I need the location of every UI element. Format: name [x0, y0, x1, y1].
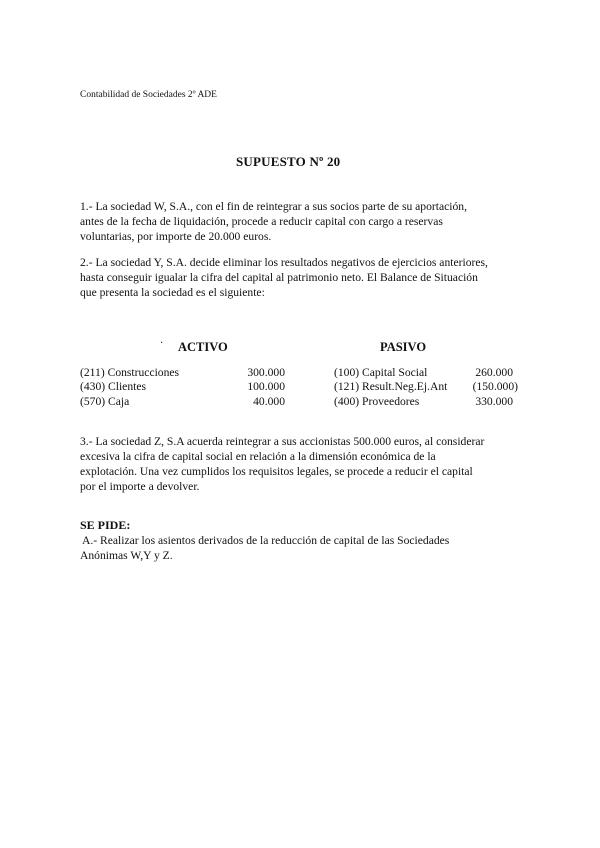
- requirement-line: Anónimas W,Y y Z.: [80, 549, 173, 562]
- activo-label: (211) Construcciones: [80, 366, 180, 379]
- activo-label: (430) Clientes: [80, 380, 147, 393]
- pasivo-amount: (150.000): [472, 380, 518, 393]
- document-header: Contabilidad de Sociedades 2º ADE: [80, 90, 217, 100]
- activo-amount: 100.000: [247, 380, 285, 393]
- stray-mark: ·: [160, 338, 164, 349]
- paragraph-3-line: explotación. Una vez cumplidos los requisitos legales, se procede a reducir el capital: [80, 465, 473, 478]
- paragraph-1-line: antes de la fecha de liquidación, procede a reducir capital con cargo a reservas: [80, 215, 443, 228]
- paragraph-1-line: 1.- La sociedad W, S.A., con el fin de reintegrar a sus socios parte de su aportación,: [80, 200, 467, 213]
- exercise-title: SUPUESTO Nº 20: [236, 154, 341, 169]
- activo-heading: ACTIVO: [178, 340, 228, 354]
- requirement-block: [80, 533, 449, 563]
- pasivo-heading: PASIVO: [380, 340, 427, 354]
- se-pide-heading: SE PIDE:: [80, 518, 131, 532]
- activo-amount: 40.000: [253, 395, 285, 408]
- requirement-line: A.- Realizar los asientos derivados de la reducción de capital de las Sociedades: [82, 534, 450, 547]
- paragraph-1-line: voluntarias, por importe de 20.000 euros.: [80, 230, 272, 243]
- paragraph-2-line: que presenta la sociedad es el siguiente:: [80, 286, 265, 299]
- paragraph-2: [80, 255, 530, 300]
- pasivo-amount: 260.000: [475, 366, 513, 379]
- paragraph-2-line: hasta conseguir igualar la cifra del capital al patrimonio neto. El Balance de Situación: [80, 271, 478, 284]
- pasivo-label: (121) Result.Neg.Ej.Ant: [334, 380, 448, 393]
- paragraph-3-line: excesiva la cifra de capital social en relación a la dimensión económica de la: [80, 450, 436, 463]
- paragraph-2-line: 2.- La sociedad Y, S.A. decide eliminar los resultados negativos de ejercicios anteriores,: [80, 256, 488, 269]
- paragraph-3: [80, 434, 530, 494]
- pasivo-label: (100) Capital Social: [334, 366, 428, 379]
- paragraph-3-line: por el importe a devolver.: [80, 480, 200, 493]
- pasivo-amount: 330.000: [475, 395, 513, 408]
- activo-label: (570) Caja: [80, 395, 130, 408]
- paragraph-1: [80, 199, 530, 244]
- activo-amount: 300.000: [247, 366, 285, 379]
- pasivo-label: (400) Proveedores: [334, 395, 420, 408]
- paragraph-3-line: 3.- La sociedad Z, S.A acuerda reintegrar a sus accionistas 500.000 euros, al considerar: [80, 435, 485, 448]
